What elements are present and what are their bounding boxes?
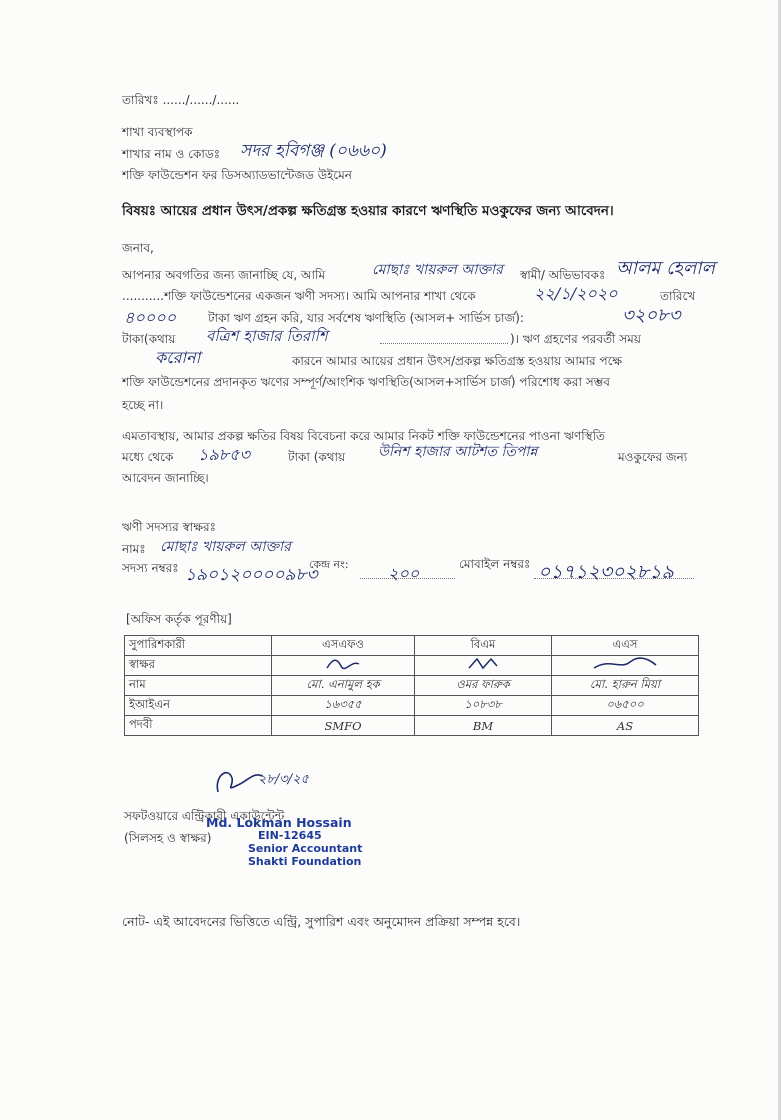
table-cell: ইআইএন: [125, 696, 272, 716]
table-cell: এএস: [552, 636, 699, 656]
table-header-row: [125, 636, 699, 656]
org-name: শক্তি ফাউন্ডেশন ফর ডিসঅ্যাডভান্টেজড উইমেন: [122, 168, 352, 182]
table-cell: মো. হারুন মিয়া: [552, 676, 699, 696]
table-cell: সুপারিশকারী: [125, 636, 272, 656]
waiver-amount-handwritten: ১৯৮৫৩: [198, 445, 250, 464]
balance-in-words-handwritten: বত্রিশ হাজার তিরাশি: [206, 327, 328, 345]
dotted-line: [534, 578, 694, 579]
para1-line5-text: কারনে আমার আয়ের প্রধান উৎস/প্রকল্প ক্ষতিগ্রস্ত হওয়ায় আমার পক্ষে: [292, 354, 623, 368]
signature-mark: [323, 656, 363, 672]
branch-code-label: শাখার নাম ও কোডঃ: [122, 147, 221, 161]
para2-line2-text: মধ্যে থেকে: [122, 450, 174, 464]
guardian-name-handwritten: আলম হেলাল: [616, 258, 715, 279]
branch-manager: শাখা ব্যবস্থাপক: [122, 125, 193, 139]
para2-line3-text: আবেদন জানাচ্ছি।: [122, 471, 209, 485]
center-label: কেন্দ্র নং:: [309, 558, 349, 571]
para1-line1-guardian-label: স্বামী/ অভিভাবকঃ: [520, 268, 606, 282]
reason-handwritten: করোনা: [155, 348, 201, 367]
table-row: [125, 656, 699, 676]
member-no-label: সদস্য নম্বরঃ: [122, 561, 179, 575]
table-cell: পদবী: [125, 716, 272, 736]
para2-line2-mid: টাকা (কথায়: [288, 450, 346, 464]
stamp-name: Md. Lokman Hossain: [206, 815, 352, 830]
signature-mark: [463, 656, 503, 672]
table-cell: SMFO: [272, 716, 415, 736]
table-cell: ১৬৩৫৫: [272, 696, 415, 716]
dotted-line: [380, 343, 508, 344]
signature-cell: [415, 656, 552, 676]
applicant-name-handwritten: মোছাঃ খায়রুল আক্তার: [372, 262, 503, 278]
para1-line3-text: টাকা ঋণ গ্রহন করি, যার সর্বশেষ ঋণস্থিতি (আসল+ সার্ভিস চার্জ):: [208, 311, 524, 325]
accountant-stamp: [206, 816, 362, 868]
signature-cell: [272, 656, 415, 676]
para1-line2-text: ...........শক্তি ফাউন্ডেশনের একজন ঋণী সদস্য। আমি আপনার শাখা থেকে: [122, 289, 476, 303]
subject: বিষয়ঃ আয়ের প্রধান উৎস/প্রকল্প ক্ষতিগ্রস্ত হওয়ার কারণে ঋণস্থিতি মওকুফের জন্য আবেদন।: [122, 203, 614, 219]
accountant-date-handwritten: ২৮/৩/২৫: [258, 772, 309, 787]
member-signature-label: ঋণী সদস্যর স্বাক্ষরঃ: [122, 520, 216, 534]
table-cell: ০৬৫০০: [552, 696, 699, 716]
member-name-handwritten: মোছাঃ খায়রুল আক্তার: [160, 539, 291, 555]
table-row: [125, 676, 699, 696]
para1-line1-text: আপনার অবগতির জন্য জানাচ্ছি যে, আমি: [122, 268, 326, 282]
waiver-in-words-handwritten: উনিশ হাজার আটশত তিপান্ন: [378, 444, 538, 460]
table-cell: BM: [415, 716, 552, 736]
signature-mark: [590, 656, 660, 672]
table-cell: ১০৮৩৮: [415, 696, 552, 716]
para1-line6-text: শক্তি ফাউন্ডেশনের প্রদানকৃত ঋণের সম্পূর্ণ/আংশিক ঋণস্থিতি(আসল+সার্ভিস চার্জ) পরিশোধ করা সম্ভব: [122, 375, 610, 389]
accountant-label: সফটওয়ারে এন্ট্রিকারী একাউন্টেন্ট: [124, 809, 285, 823]
footer-note: নোট- এই আবেদনের ভিত্তিতে এন্ট্রি, সুপারিশ এবং অনুমোদন প্রক্রিয়া সম্পন্ন হবে।: [122, 914, 521, 929]
loan-date-handwritten: ২২/১/২০২০: [534, 284, 618, 303]
stamp-ein: EIN-12645: [258, 829, 322, 842]
loan-balance-handwritten: ৩২০৮৩: [622, 305, 681, 326]
dotted-line: [360, 578, 455, 579]
mobile-label: মোবাইল নম্বরঃ: [459, 557, 531, 571]
para1-line4-text: টাকা(কথায়: [122, 332, 176, 346]
office-fill-label: [অফিস কর্তৃক পূরণীয়]: [126, 612, 232, 626]
para2-line2-end: মওকুফের জন্য: [618, 450, 688, 464]
para1-line2-end: তারিখে: [660, 289, 696, 303]
center-no-handwritten: ২০০: [388, 564, 420, 583]
mobile-no-handwritten: ০১৭১২৩০২৮১৯: [538, 561, 674, 583]
signature-cell: [552, 656, 699, 676]
stamp-title: Senior Accountant: [248, 842, 363, 855]
accountant-seal-label: (সিলসহ ও স্বাক্ষর): [124, 831, 212, 845]
para1-line7-text: হচ্ছে না।: [122, 398, 164, 412]
para2-line1-text: এমতাবস্থায়, আমার প্রকল্প ক্ষতির বিষয় বিবেচনা করে আমার নিকট শক্তি ফাউন্ডেশনের পাওনা ঋণস্থিতি: [122, 429, 606, 443]
para1-line4-end: )। ঋণ গ্রহণের পরবর্তী সময়: [510, 332, 641, 346]
office-table: [124, 635, 699, 736]
table-cell: ওমর ফারুক: [415, 676, 552, 696]
salutation: জনাব,: [122, 241, 154, 255]
name-label: নামঃ: [122, 542, 146, 556]
table-row: [125, 696, 699, 716]
table-cell: স্বাক্ষর: [125, 656, 272, 676]
table-cell: AS: [552, 716, 699, 736]
table-cell: মো. এনামুল হক: [272, 676, 415, 696]
member-no-handwritten: ১৯০১২০০০০৯৮৩: [185, 565, 318, 585]
loan-amount-handwritten: ৪০০০০: [124, 308, 176, 327]
table-cell: বিএম: [415, 636, 552, 656]
table-cell: নাম: [125, 676, 272, 696]
branch-code-value: সদর হবিগঞ্জ (০৬৬০): [240, 141, 387, 161]
table-cell: এসএফও: [272, 636, 415, 656]
table-row: [125, 716, 699, 736]
stamp-org: Shakti Foundation: [248, 855, 362, 868]
date-label: তারিখঃ ....../....../......: [122, 93, 240, 107]
